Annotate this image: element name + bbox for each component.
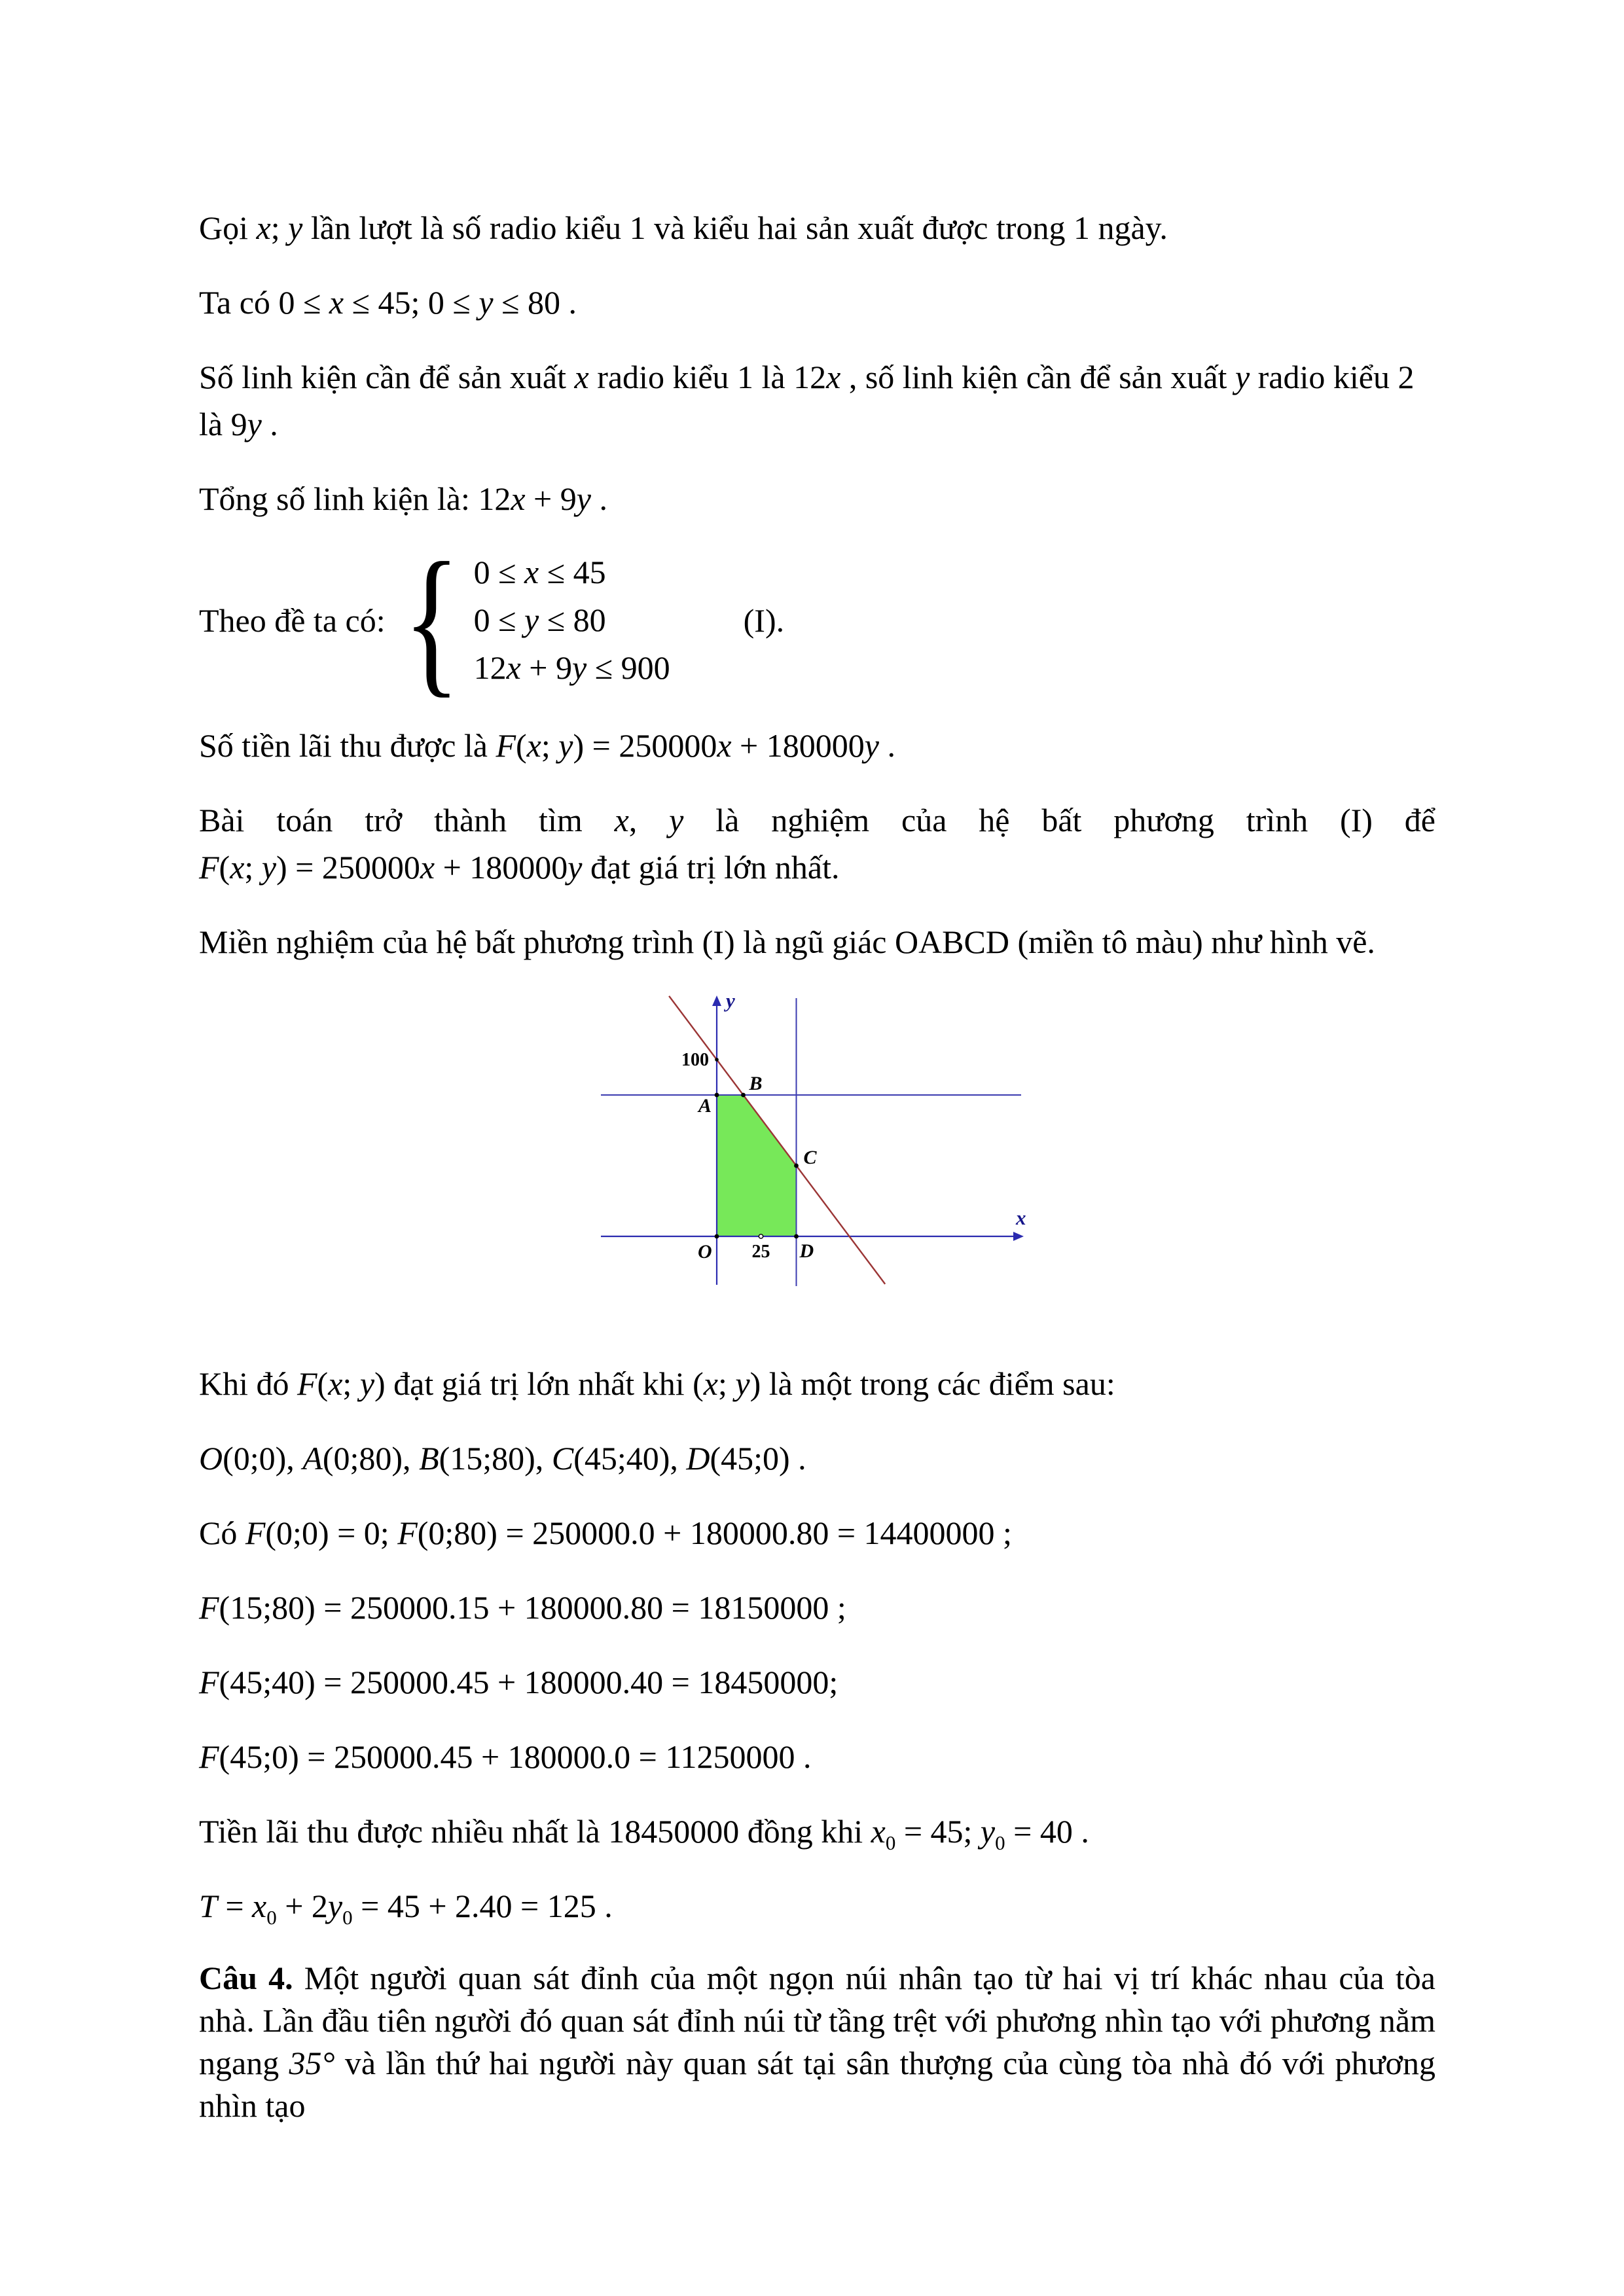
text-run: ≤ 45; 0 ≤ [344,284,479,321]
text-run: x [574,359,589,395]
paragraph-so-tien-lai [199,722,1435,769]
text-run: D [686,1440,710,1477]
text-run: ; [270,209,289,246]
text-run: Miền nghiệm của hệ bất phương trình (I) là ngũ giác OABCD (miền tô màu) như hình vẽ. [199,924,1375,960]
text-run: + 9 [520,649,572,686]
y-tick-dot [715,1058,719,1062]
text-run: 0 ≤ [473,601,525,638]
text-run: ) [749,1365,761,1402]
text-run: 0 [995,1831,1005,1854]
text-run: 35° [289,2045,335,2081]
text-run: ( [219,849,230,886]
text-run: x [252,1888,267,1924]
vertex-label-O: O [697,1241,712,1263]
text-run: y [980,1813,996,1850]
paragraph-goi-xy [199,204,1435,251]
text-run: , số linh kiện cần để sản xuất [840,359,1235,395]
paragraph-mien-nghiem [199,918,1435,965]
paragraph-so-linh-kien [199,353,1435,448]
text-run: x [826,359,841,395]
text-run: x [328,1365,343,1402]
text-run: đạt giá trị lớn nhất. [582,849,840,886]
paragraph-diem [199,1435,1435,1482]
text-run: A [302,1440,323,1477]
equation-system [199,528,1435,711]
text-run: ≤ 80 [539,601,606,638]
text-run: F [199,1589,219,1626]
text-run: Gọi [199,209,257,246]
text-run: x [256,209,271,246]
text-run: 0 [266,1906,277,1929]
text-run: F [496,727,516,764]
text-run: x [506,649,521,686]
text-run: x [871,1813,886,1850]
text-run: x [329,284,344,321]
text-run: ) = 250000 [573,727,717,764]
text-run: = 45 + 2.40 = 125 . [352,1888,613,1924]
paragraph-T [199,1882,1435,1929]
paragraph-bai-toan [199,797,1435,891]
text-run: radio kiểu 2 là [199,359,1415,442]
text-run: lần lượt là số radio kiểu 1 và kiểu hai sản xuất được trong 1 ngày. [302,209,1168,246]
figure [592,993,1043,1327]
text-run: F [199,849,219,886]
text-run: y [327,1888,343,1924]
text-run: là một trong các điểm sau: [761,1365,1115,1402]
text-run: F [297,1365,317,1402]
text-run: y [524,601,539,638]
text-run: ( [317,1365,329,1402]
text-run: x [511,480,526,517]
text-run: x [703,1365,718,1402]
text-run: y [735,1365,750,1402]
vertex-label-C: C [803,1147,817,1168]
text-run: . [560,284,577,321]
text-run: ; [717,1365,736,1402]
vertex-dot-A [714,1093,719,1098]
text-run: y [288,209,303,246]
text-run: Một người quan sát đỉnh của một ngọn núi nhân tạo từ hai vị trí khác nhau của tòa nhà. Lần đầu tiên người đó quan sát đỉnh núi từ tầng trệt với phương nhìn tạo với phương nằm ngang [199,1960,1435,2081]
text-run: 0 ≤ [473,554,525,590]
text-run: (0;80), [322,1440,420,1477]
text-run: Số linh kiện cần để sản xuất [199,359,575,395]
text-run: là nghiệm của hệ bất phương trình (I) để [683,802,1436,838]
text-run: O [199,1440,223,1477]
text-run: (0;80) = 250000.0 + 180000.80 = 14400000 ; [417,1515,1012,1551]
text-run: 0 [885,1831,896,1854]
system-line-3 [474,647,670,689]
paragraph-tien-lai [199,1808,1435,1855]
region-plot [592,993,1043,1324]
text-run: Khi đó [199,1365,297,1402]
text-run: y [359,1365,375,1402]
text-run: (15;80) = 250000.15 + 180000.80 = 18150000 ; [219,1589,846,1626]
text-run: x [526,727,541,764]
text-run: . [878,727,895,764]
text-run: 12 [793,359,827,395]
text-run: (0;0), [223,1440,303,1477]
text-run: ; [541,727,559,764]
text-run: y [558,727,573,764]
text-run: (45;0) = 250000.45 + 180000.0 = 11250000 . [219,1738,812,1775]
text-run: Câu 4. [199,1960,293,1996]
text-run: (45;40), [573,1440,687,1477]
text-run: 12 [478,480,511,517]
text-run: ( [516,727,527,764]
system-line-1 [474,551,670,594]
text-run: = 40 . [1005,1813,1089,1850]
text-run: + 9 [525,480,577,517]
text-run: + 180000 [731,727,865,764]
vertex-label-D: D [799,1240,814,1262]
text-run: y [261,849,277,886]
text-run: x [420,849,435,886]
text-run: ≤ 80 [493,284,561,321]
text-run: T [199,1888,217,1924]
y-tick-label: 100 [681,1050,709,1070]
x-tick-label: 25 [751,1242,770,1262]
text-run: y [478,284,494,321]
text-run: x [230,849,245,886]
text-run: Số tiền lãi thu được là [199,727,496,764]
text-run: x [524,554,539,590]
text-run: 9 [230,406,247,442]
text-run: + 2 [276,1888,328,1924]
text-run: Ta có [199,284,279,321]
text-run: đạt giá trị lớn nhất khi [385,1365,693,1402]
text-run: , [628,802,670,838]
text-run: ; [244,849,262,886]
system-line-2 [474,599,670,641]
text-run: + 180000 [435,849,568,886]
text-run: y [864,727,879,764]
vertex-label-A: A [698,1095,712,1117]
y-axis-arrow [712,996,721,1006]
text-run: 0 [342,1906,353,1929]
paragraph-khi-do [199,1360,1435,1407]
vertex-dot-D [794,1234,799,1239]
text-run: y [669,802,684,838]
text-run: (15;80), [439,1440,552,1477]
text-run: ) [374,1365,386,1402]
text-run: y [247,406,262,442]
text-run: F [199,1664,219,1700]
text-run: y [576,480,591,517]
text-run: Theo đề ta có: [199,601,386,639]
text-run: F [199,1738,219,1775]
text-run: y [568,849,583,886]
text-run: F [397,1515,418,1551]
text-run: C [551,1440,574,1477]
paragraph-f1580 [199,1584,1435,1631]
text-run: y [571,649,587,686]
text-run: và lần thứ hai người này quan sát tại sân thượng của cùng tòa nhà đó với phương nhìn tạo [199,2045,1435,2124]
text-run: y [1235,359,1250,395]
vertex-dot-B [741,1093,746,1098]
vertex-dot-C [794,1164,799,1168]
feasible-region [717,1095,797,1236]
paragraph-ta-co [199,279,1435,326]
text-run: (45;0) . [710,1440,806,1477]
paragraph-f4540 [199,1659,1435,1706]
text-run: x [717,727,732,764]
paragraph-f450 [199,1733,1435,1780]
text-run: ≤ 45 [539,554,606,590]
system-label [199,601,386,639]
text-run: (45;40) = 250000.45 + 180000.40 = 18450000; [219,1664,839,1700]
text-run: radio kiểu 1 là [588,359,794,395]
vertex-dot-O [714,1234,719,1239]
text-run: x [614,802,629,838]
text-run: ( [693,1365,704,1402]
text-run: B [419,1440,439,1477]
vertex-label-B: B [749,1073,763,1094]
x-tick-dot [759,1234,763,1238]
left-brace: { [403,528,460,711]
paragraph-tong-so-linh-kien [199,475,1435,522]
text-run: = [217,1888,253,1924]
text-run: . [261,406,278,442]
system-tag: (I). [743,601,785,639]
x-axis-arrow [1013,1232,1024,1241]
y-axis-label: y [725,993,735,1012]
text-run: Có [199,1515,245,1551]
text-run: Tổng số linh kiện là: [199,480,478,517]
x-axis-label: x [1015,1206,1026,1229]
text-run: ) = 250000 [276,849,420,886]
text-run: F [245,1515,266,1551]
text-run: Bài toán trở thành tìm [199,802,615,838]
text-run: ≤ 900 [586,649,670,686]
text-run: = 45; [895,1813,981,1850]
paragraph-cau-4 [199,1957,1435,2127]
text-run: (0;0) = 0; [265,1515,398,1551]
text-run: 12 [473,649,507,686]
text-run: ; [342,1365,360,1402]
text-run: Tiền lãi thu được nhiều nhất là 18450000 đồng khi [199,1813,871,1850]
text-run: 0 ≤ [278,284,329,321]
paragraph-f00-f080 [199,1509,1435,1556]
text-run: . [590,480,607,517]
system-lines [474,551,670,689]
